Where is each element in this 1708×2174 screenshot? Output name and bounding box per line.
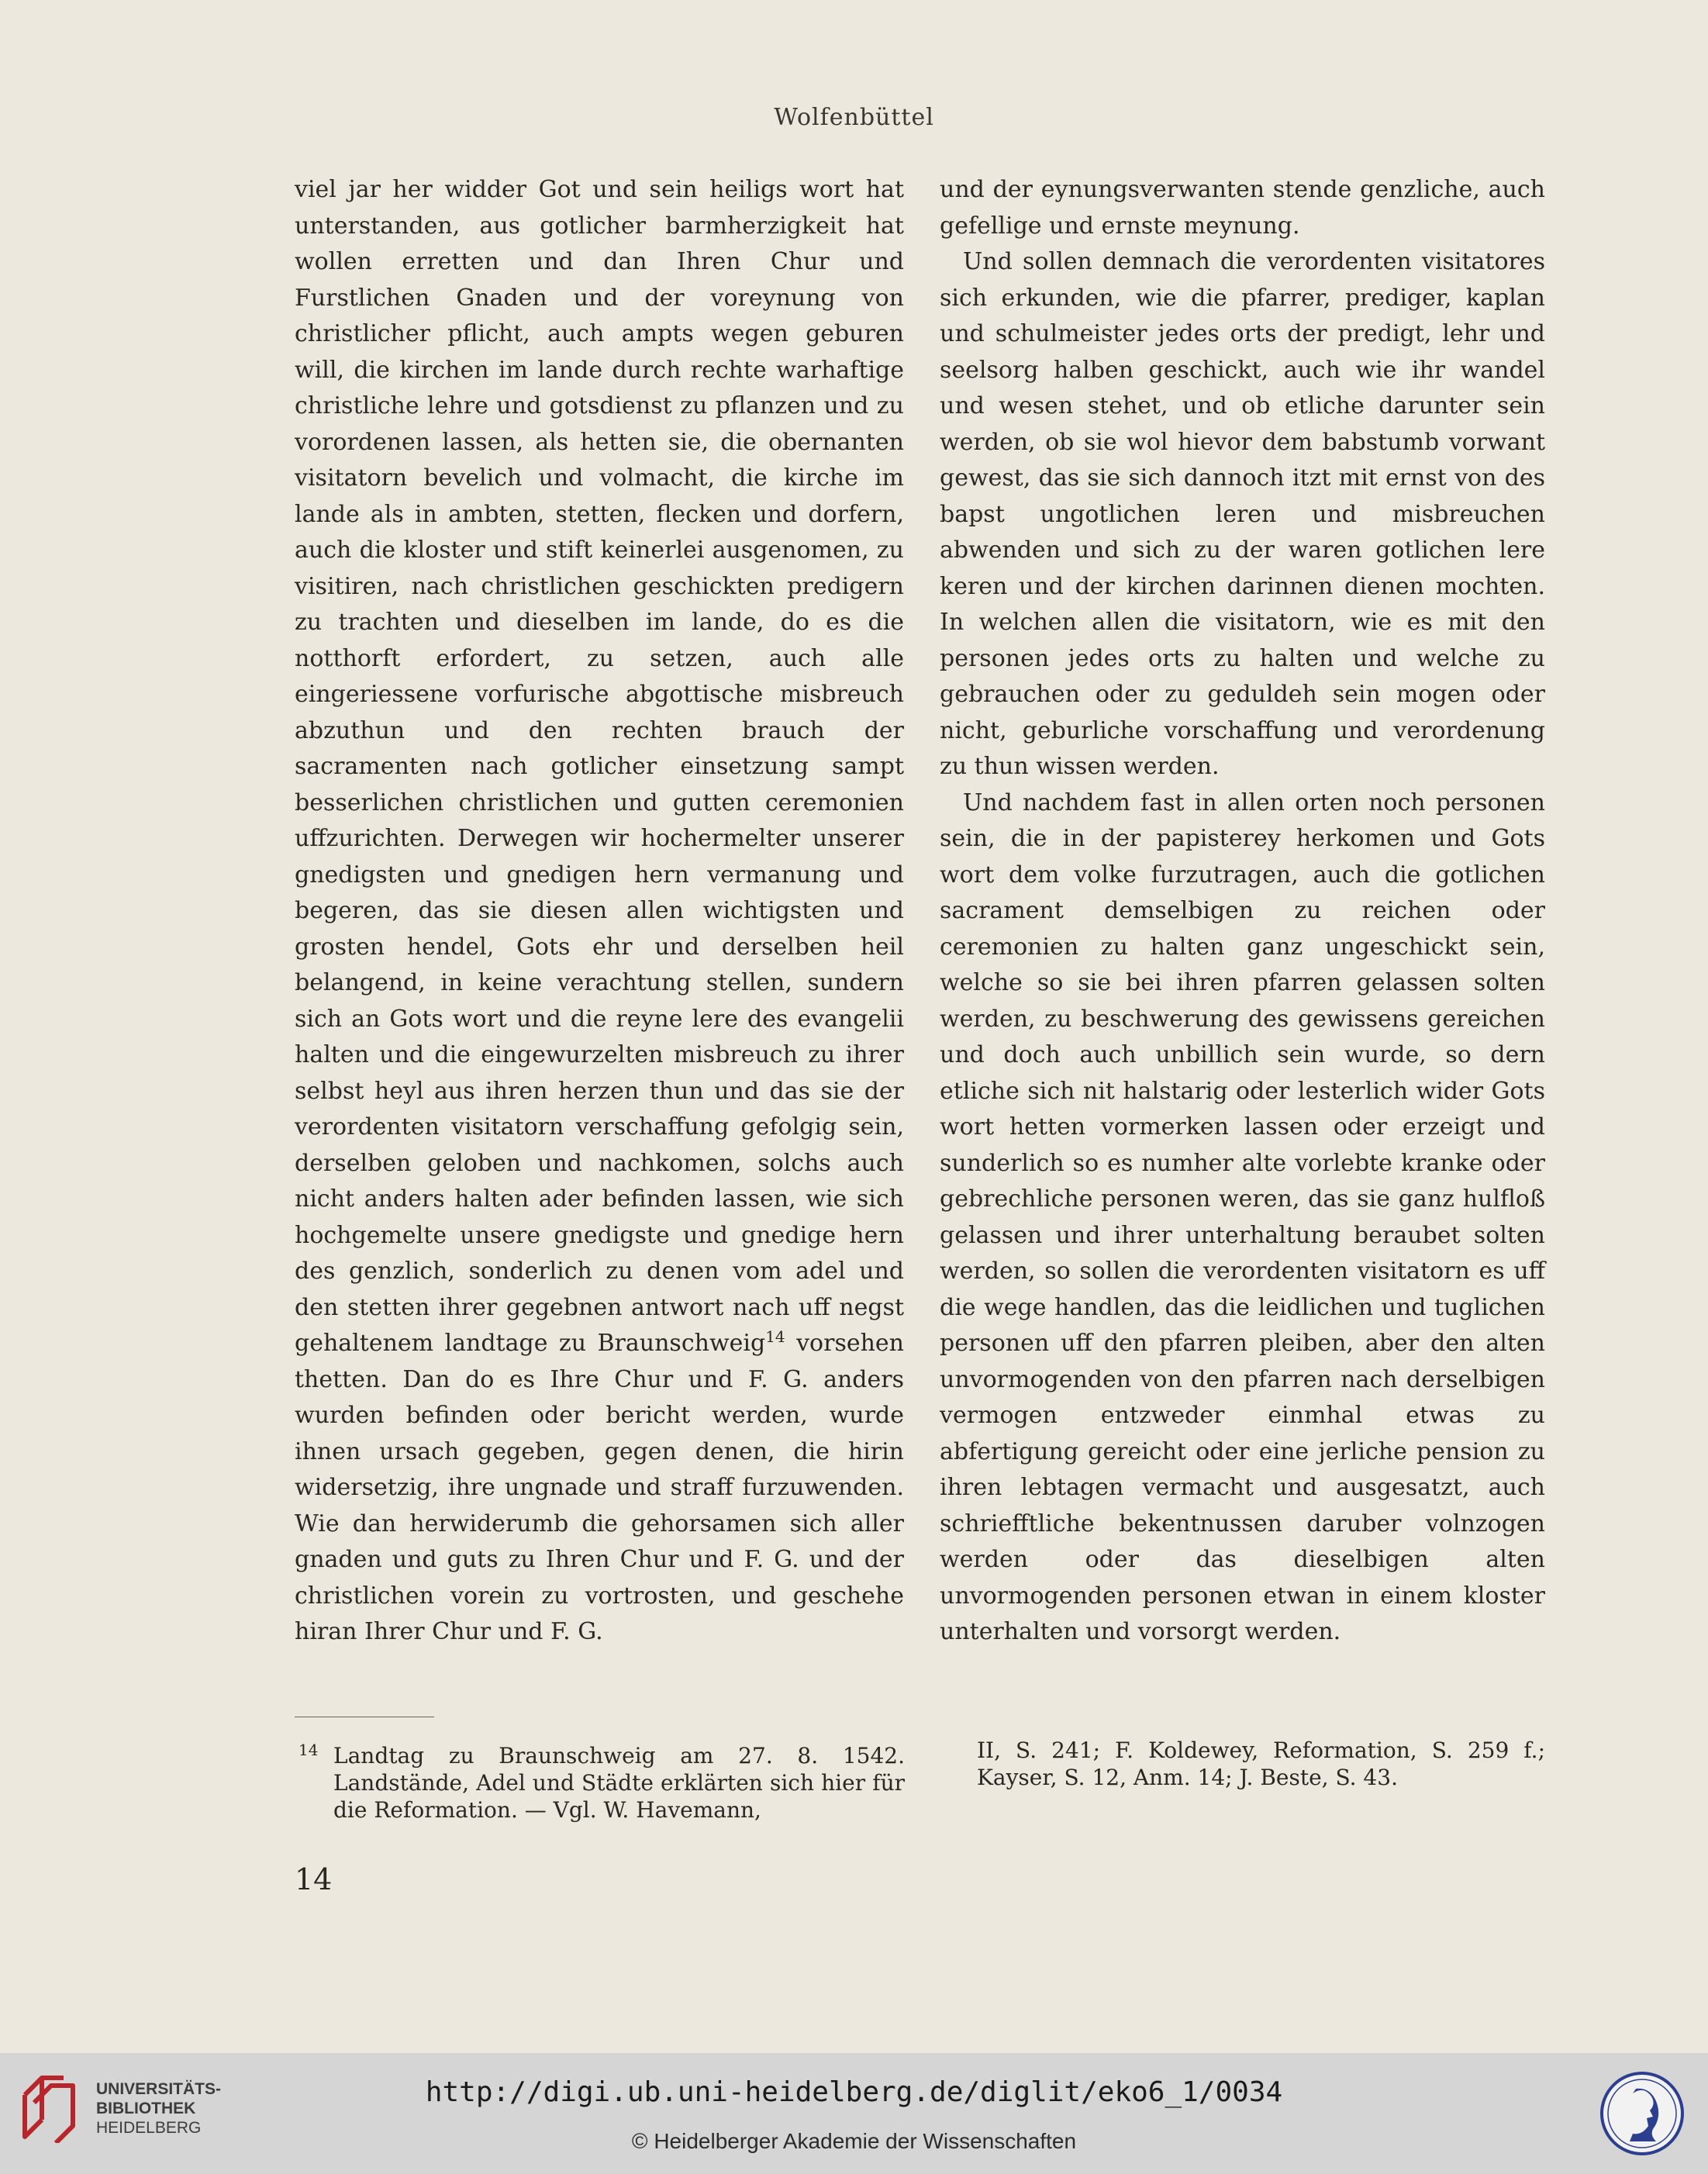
running-title: Wolfenbüttel (774, 104, 934, 131)
left-paragraph (295, 172, 904, 1651)
academy-seal-icon[interactable] (1599, 2070, 1686, 2157)
right-paragraph: Und sollen demnach die verordenten visitatores sich erkunden, wie die pfarrer, prediger, kaplan und schulmeister jedes orts der predigt, lehr und seelsorg halben geschickt, auch wie ihr wandel und wesen stehet, und ob etliche darunter sein werden, ob sie wol hievor dem babstumb vorwant gewest, das sie sich dannoch itzt mit ernst von des bapst ungotlichen leren und misbreuchen abwenden und sich zu der waren gotlichen lere keren und der kirchen darinnen dienen mochten. In welchen allen die visitatorn, wie es mit den personen jedes orts zu halten und welche zu gebrauchen oder zu geduldeh sein mogen oder nicht, geburliche vorschaffung und verordenung zu thun wissen werden. (940, 248, 1545, 780)
left-text-column (295, 172, 904, 1651)
right-paragraph: Und nachdem fast in allen orten noch personen sein, die in der papisterey herkomen und Gots wort dem volke furzutragen, auch die gotlichen sacrament demselbigen zu reichen oder ceremonien zu halten ganz ungeschickt sein, welche so sie bei ihren pfarren gelassen solten werden, zu beschwerung des gewissens gereichen und doch auch unbillich sein wurde, so dern etliche sich nit halstarig oder lesterlich wider Gots wort hetten vormerken lassen oder erzeigt und sunderlich so es numher alte vorlebte kranke oder gebrechliche personen weren, das sie ganz hulfloß gelassen und ihrer unterhaltung beraubet solten werden, so sollen die verordenten visitatorn es uff die wege handlen, das die leidlichen und tuglichen personen uff den pfarren pleiben, aber den alten unvormogenden von den pfarren nach derselbigen vermogen entzweder einmhal etwas zu abfertigung gereicht oder eine jerliche pension zu ihren lebtagen vermacht und ausgesatzt, auch schriefftliche bekentnussen daruber volnzogen werden oder das dieselbigen alten unvormogenden personen etwan in einem kloster unterhalten und vorsorgt werden. (940, 789, 1545, 1645)
logo-line: UNIVERSITÄTS- (96, 2080, 222, 2098)
right-paragraph: und der eynungsverwanten stende genzliche, auch gefellige und ernste meynung. (940, 176, 1545, 240)
page-number: 14 (295, 1862, 333, 1896)
logo-line: BIBLIOTHEK (96, 2100, 196, 2117)
permalink-url[interactable]: http://digi.ub.uni-heidelberg.de/diglit/eko6_1/0034 (425, 2076, 1283, 2108)
footnote-marker: 14 (298, 1741, 319, 1759)
left-paragraph-text-cont: vorsehen thetten. Dan do es Ihre Chur und F. G. anders wurden befinden oder bericht werden, wurde ihnen ursach gegeben, gegen denen, die hirin widersetzig, ihre ungnade und straff furzuwenden. Wie dan herwiderumb die gehorsamen sich aller gnaden und guts zu Ihren Chur und F. G. und der christlichen vorein zu vortrosten, und geschehe hiran Ihrer Chur und F. G. (295, 1330, 904, 1645)
footnote-text: Landtag zu Braunschweig am 27. 8. 1542. Landstände, Adel und Städte erklärten sich hier für die Reformation. — Vgl. W. Havemann, (333, 1743, 905, 1823)
footnote-left (298, 1737, 905, 1824)
footnote-reference: 14 (765, 1327, 785, 1346)
right-text-column (940, 172, 1545, 1651)
logo-line: HEIDELBERG (96, 2119, 202, 2137)
left-paragraph-text: viel jar her widder Got und sein heiligs wort hat unterstanden, aus gotlicher barmherzigkeit hat wollen erretten und dan Ihren Chur und Furstlichen Gnaden und der voreynung von christlicher pflicht, auch ampts wegen geburen will, die kirchen im lande durch rechte warhaftige christliche lehre und gotsdienst zu pflanzen und zu vorordenen lassen, als hetten sie, die obernanten visitatorn bevelich und volmacht, die kirche im lande als in ambten, stetten, flecken und dorfern, auch die kloster und stift keinerlei ausgenomen, zu visitiren, nach christlichen geschickten predigern zu trachten und dieselben im lande, do es die notthorft erfordert, zu setzen, auch alle eingeriessene vorfurische abgottische misbreuch abzuthun und den rechten brauch der sacramenten nach gotlicher einsetzung sampt besserlichen christlichen und gutten ceremonien uffzurichten. Derwegen wir hochermelter unserer gnedigsten und gnedigen hern vermanung und begeren, das sie diesen allen wichtigsten und grosten hendel, Gots ehr und derselben heil belangend, in keine verachtung stellen, sundern sich an Gots wort und die reyne lere des evangelii halten und die eingewurzelten misbreuch zu ihrer selbst heyl aus ihren herzen thun und das sie der verordenten visitatorn verschaffung gefolgig sein, derselben geloben und nachkomen, solchs auch nicht anders halten ader befinden lassen, wie sich hochgemelte unsere gnedigste und gnedige hern des genzlich, sonderlich zu denen vom adel und den stetten ihrer gegebnen antwort nach uff negst gehaltenem landtage zu Braunschweig (295, 176, 904, 1357)
footnote-right: II, S. 241; F. Koldewey, Reformation, S. 259 f.; Kayser, S. 12, Anm. 14; J. Beste, S. 43. (977, 1737, 1545, 1790)
copyright-notice: © Heidelberger Akademie der Wissenschaften (631, 2129, 1077, 2153)
viewer-footer (0, 2053, 1708, 2174)
